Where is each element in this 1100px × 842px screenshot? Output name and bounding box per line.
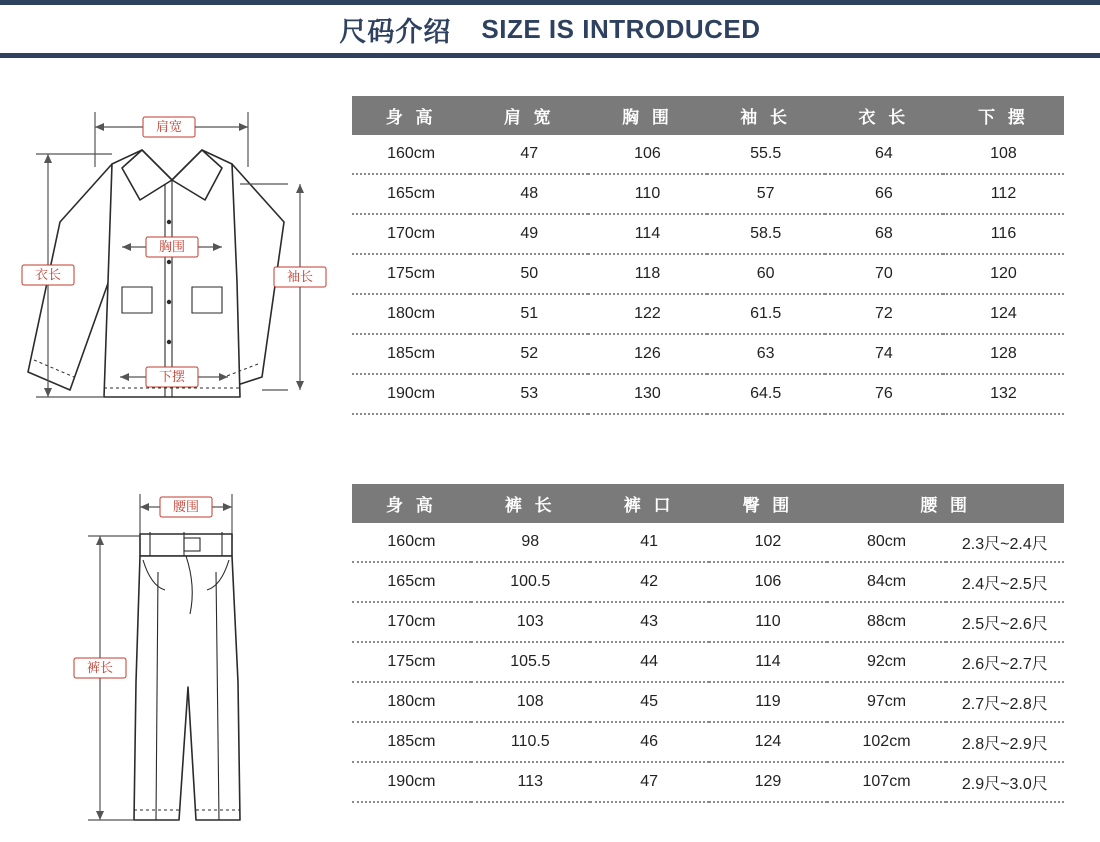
cell-height: 170cm [352,602,471,642]
cell-height: 175cm [352,642,471,682]
cell-height: 160cm [352,135,470,174]
table-row [352,334,1064,374]
table-row [352,722,1064,762]
cell-sleeve: 63 [707,334,825,374]
cell-chest: 126 [588,334,706,374]
cell-shoulder: 47 [470,135,588,174]
cell-height: 175cm [352,254,470,294]
col-header-height: 身 高 [352,96,470,135]
page-title-en: SIZE IS INTRODUCED [481,13,761,44]
cell-hip: 110 [709,602,828,642]
table-row [352,523,1064,562]
col-header-height: 身 高 [352,484,471,523]
cell-length: 68 [825,214,943,254]
cell-length: 70 [825,254,943,294]
cell-hip: 102 [709,523,828,562]
page-title-cn: 尺码介绍 [339,16,452,47]
cell-waist-chi: 2.9尺~3.0尺 [946,762,1064,802]
col-header-waist: 腰 围 [827,484,1064,523]
cell-waist-cm: 92cm [827,642,945,682]
cell-waist-chi: 2.5尺~2.6尺 [946,602,1064,642]
cell-height: 170cm [352,214,470,254]
cell-pants-length: 113 [471,762,590,802]
cell-height: 160cm [352,523,471,562]
length-label: 衣长 [34,267,62,282]
cell-hip: 129 [709,762,828,802]
cell-hip: 114 [709,642,828,682]
cell-shoulder: 49 [470,214,588,254]
table-row [352,374,1064,414]
table-row [352,254,1064,294]
cell-shoulder: 50 [470,254,588,294]
cell-pants-length: 105.5 [471,642,590,682]
hem-label: 下摆 [158,369,186,384]
cell-waist-chi: 2.3尺~2.4尺 [946,523,1064,562]
cell-cuff: 41 [590,523,709,562]
cell-chest: 122 [588,294,706,334]
page-header [0,0,1100,58]
cell-sleeve: 55.5 [707,135,825,174]
table-row [352,602,1064,642]
cell-cuff: 42 [590,562,709,602]
table-row [352,642,1064,682]
cell-cuff: 43 [590,602,709,642]
cell-cuff: 45 [590,682,709,722]
cell-cuff: 44 [590,642,709,682]
cell-chest: 110 [588,174,706,214]
cell-waist-cm: 84cm [827,562,945,602]
cell-shoulder: 51 [470,294,588,334]
pants-shape [134,532,240,820]
cell-hem: 124 [943,294,1064,334]
cell-length: 74 [825,334,943,374]
cell-waist-cm: 107cm [827,762,945,802]
pants-size-table-wrap [352,484,1064,803]
jacket-diagram-svg [0,72,340,432]
cell-cuff: 47 [590,762,709,802]
col-header-chest: 胸 围 [588,96,706,135]
cell-hem: 132 [943,374,1064,414]
col-header-sleeve: 袖 长 [707,96,825,135]
cell-hem: 128 [943,334,1064,374]
cell-length: 72 [825,294,943,334]
table-row [352,682,1064,722]
table-row [352,562,1064,602]
cell-pants-length: 103 [471,602,590,642]
col-header-cuff: 裤 口 [590,484,709,523]
cell-sleeve: 61.5 [707,294,825,334]
table-row [352,214,1064,254]
cell-height: 180cm [352,682,471,722]
table-header-row [352,96,1064,135]
cell-hem: 116 [943,214,1064,254]
chest-label: 胸围 [158,239,186,254]
table-row [352,762,1064,802]
table-header-row [352,484,1064,523]
cell-height: 180cm [352,294,470,334]
cell-hem: 112 [943,174,1064,214]
cell-waist-chi: 2.7尺~2.8尺 [946,682,1064,722]
jacket-size-table [352,96,1064,415]
pants-length-label: 裤长 [86,660,114,675]
cell-height: 185cm [352,334,470,374]
cell-shoulder: 48 [470,174,588,214]
jacket-section [0,72,1100,432]
col-header-hem: 下 摆 [943,96,1064,135]
pants-size-table [352,484,1064,803]
col-header-hip: 臀 围 [709,484,828,523]
cell-sleeve: 64.5 [707,374,825,414]
col-header-shoulder: 肩 宽 [470,96,588,135]
waist-label: 腰围 [172,499,200,514]
cell-pants-length: 98 [471,523,590,562]
col-header-length: 衣 长 [825,96,943,135]
cell-hem: 120 [943,254,1064,294]
cell-hem: 108 [943,135,1064,174]
cell-waist-chi: 2.8尺~2.9尺 [946,722,1064,762]
cell-chest: 106 [588,135,706,174]
col-header-pants-length: 裤 长 [471,484,590,523]
cell-waist-cm: 102cm [827,722,945,762]
cell-sleeve: 58.5 [707,214,825,254]
cell-waist-cm: 88cm [827,602,945,642]
sleeve-label: 袖长 [286,269,314,284]
cell-shoulder: 52 [470,334,588,374]
cell-height: 185cm [352,722,471,762]
pants-figure [0,452,340,837]
cell-length: 66 [825,174,943,214]
shoulder-label: 肩宽 [155,119,183,134]
cell-hip: 119 [709,682,828,722]
cell-pants-length: 110.5 [471,722,590,762]
cell-hip: 106 [709,562,828,602]
cell-waist-cm: 97cm [827,682,945,722]
cell-pants-length: 100.5 [471,562,590,602]
pants-diagram-svg [0,452,340,837]
cell-height: 165cm [352,174,470,214]
cell-sleeve: 60 [707,254,825,294]
cell-cuff: 46 [590,722,709,762]
cell-waist-cm: 80cm [827,523,945,562]
cell-waist-chi: 2.4尺~2.5尺 [946,562,1064,602]
cell-height: 165cm [352,562,471,602]
cell-hip: 124 [709,722,828,762]
cell-pants-length: 108 [471,682,590,722]
table-row [352,174,1064,214]
cell-height: 190cm [352,374,470,414]
cell-chest: 130 [588,374,706,414]
table-row [352,294,1064,334]
pants-section [0,452,1100,837]
cell-sleeve: 57 [707,174,825,214]
cell-length: 64 [825,135,943,174]
cell-shoulder: 53 [470,374,588,414]
cell-chest: 114 [588,214,706,254]
table-row [352,135,1064,174]
cell-height: 190cm [352,762,471,802]
jacket-figure [0,72,340,432]
cell-chest: 118 [588,254,706,294]
cell-length: 76 [825,374,943,414]
cell-waist-chi: 2.6尺~2.7尺 [946,642,1064,682]
jacket-size-table-wrap [352,96,1064,415]
